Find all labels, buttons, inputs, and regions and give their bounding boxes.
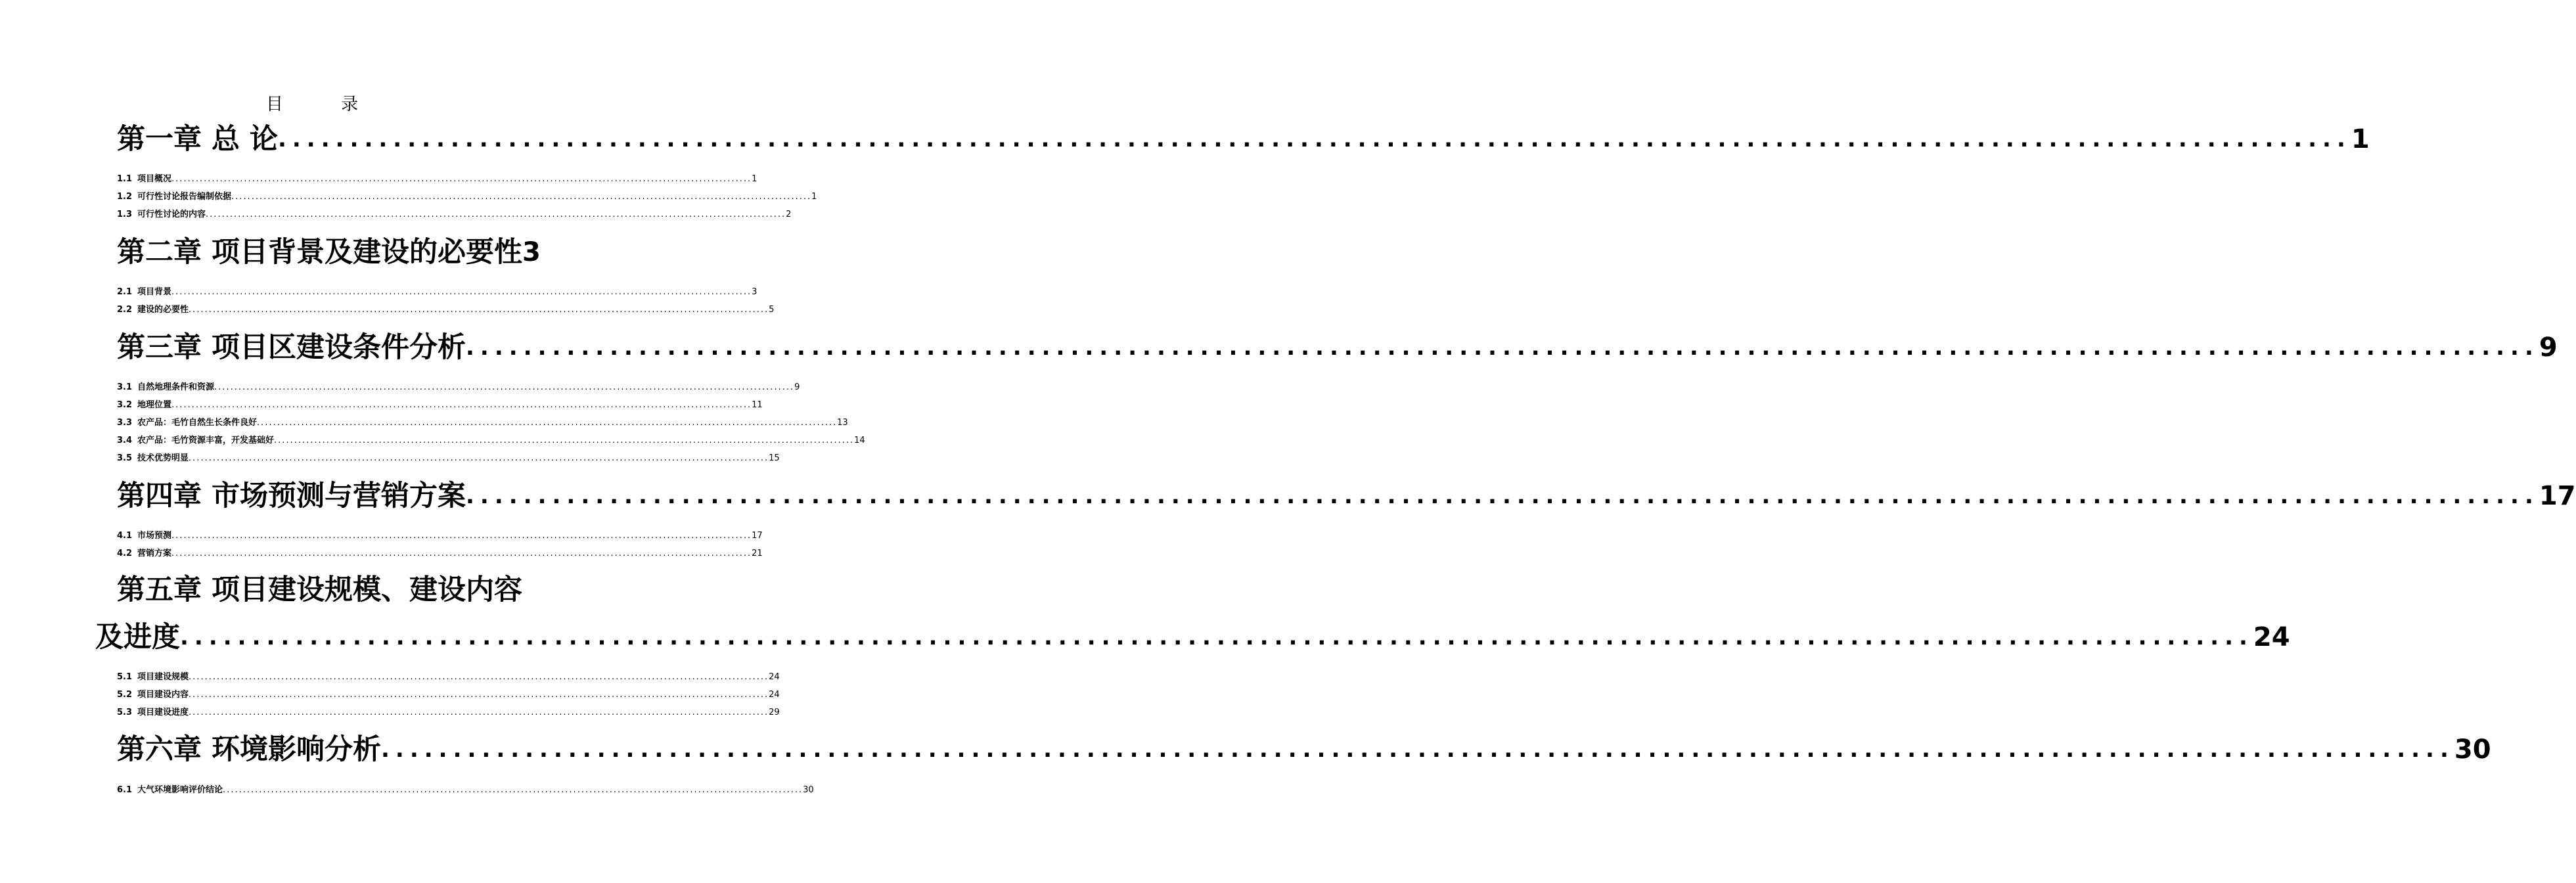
section-number: 5.3 [117, 708, 133, 717]
chapter-title: 第六章 环境影响分析 [117, 733, 381, 766]
chapter-title: 第二章 项目背景及建设的必要性 [117, 236, 522, 269]
dot-leader: ................................................................................................................................................ [465, 334, 2539, 361]
toc-section[interactable] [117, 208, 792, 221]
section-title: 技术优势明显 [137, 453, 189, 463]
toc-section[interactable] [117, 530, 763, 543]
toc-section[interactable] [117, 671, 780, 684]
dot-leader: ................................................................................................................................................ [189, 453, 769, 463]
section-number: 2.1 [117, 287, 133, 297]
section-page-number: 21 [752, 549, 763, 558]
section-title: 农产品：毛竹资源丰富，开发基础好 [137, 436, 275, 445]
dot-leader: ................................................................................................................................................ [180, 624, 2253, 650]
toc-section[interactable] [117, 417, 848, 430]
section-page-number: 1 [811, 192, 817, 202]
section-page-number: 24 [769, 672, 780, 682]
dot-leader: ................................................................................................................................................ [257, 418, 838, 428]
section-page-number: 17 [752, 531, 763, 541]
section-page-number: 2 [786, 210, 792, 219]
toc-section[interactable] [117, 784, 814, 797]
section-number: 4.1 [117, 531, 133, 541]
section-page-number: 3 [752, 287, 757, 297]
section-title: 市场预测 [137, 531, 172, 541]
chapter-page-number: 30 [2454, 735, 2491, 765]
dot-leader: ................................................................................................................................................ [189, 672, 769, 682]
toc-section[interactable] [117, 304, 775, 317]
section-title: 项目建设规模 [137, 672, 189, 682]
section-page-number: 1 [752, 174, 757, 184]
dot-leader: ................................................................................................................................................ [277, 126, 2351, 152]
dot-leader: ................................................................................................................................................ [231, 192, 812, 202]
toc-chapter[interactable] [117, 233, 541, 272]
toc-chapter[interactable] [117, 730, 2491, 769]
chapter-page-number: 24 [2253, 622, 2290, 652]
toc-section[interactable] [117, 434, 865, 447]
toc-section[interactable] [117, 689, 780, 702]
section-page-number: 13 [837, 418, 848, 428]
chapter-title: 第一章 总 论 [117, 123, 278, 156]
section-title: 自然地理条件和资源 [137, 382, 215, 392]
dot-leader: ................................................................................................................................................ [189, 708, 769, 717]
toc-chapter-title-line1[interactable]: 第五章 项目建设规模、建设内容 [117, 574, 522, 606]
toc-section[interactable] [117, 173, 757, 186]
section-number: 3.1 [117, 382, 133, 392]
dot-leader: ................................................................................................................................................ [223, 785, 803, 795]
section-number: 3.4 [117, 436, 133, 445]
dot-leader: ................................................................................................................................................ [171, 400, 752, 410]
dot-leader: ................................................................................................................................................ [189, 690, 769, 700]
section-number: 6.1 [117, 785, 133, 795]
section-number: 5.1 [117, 672, 133, 682]
toc-section[interactable] [117, 706, 780, 719]
section-number: 1.3 [117, 210, 133, 219]
dot-leader: ................................................................................................................................................ [274, 436, 855, 445]
dot-leader: ................................................................................................................................................ [171, 287, 752, 297]
section-number: 3.2 [117, 400, 133, 410]
section-page-number: 30 [803, 785, 814, 795]
chapter-title: 第三章 项目区建设条件分析 [117, 331, 466, 364]
dot-leader: ................................................................................................................................................ [214, 382, 795, 392]
dot-leader: ................................................................................................................................................ [171, 549, 752, 558]
toc-section[interactable] [117, 381, 800, 394]
dot-leader: ................................................................................................................................................ [171, 531, 752, 541]
section-number: 1.2 [117, 192, 133, 202]
section-page-number: 11 [752, 400, 763, 410]
chapter-page-number: 9 [2539, 332, 2558, 363]
section-title: 项目背景 [137, 287, 172, 297]
section-number: 2.2 [117, 305, 133, 315]
dot-leader: ................................................................................................................................................ [206, 210, 786, 219]
chapter-page-number: 3 [522, 237, 541, 267]
toc-section[interactable] [117, 452, 780, 465]
section-page-number: 24 [769, 690, 780, 700]
toc-chapter[interactable] [117, 328, 2558, 367]
dot-leader: ................................................................................................................................................ [380, 736, 2454, 763]
toc-section[interactable] [117, 286, 757, 299]
toc-chapter[interactable] [95, 618, 2290, 657]
page-title: 目 录 [265, 95, 385, 114]
section-title: 可行性讨论的内容 [137, 210, 206, 219]
chapter-title: 及进度 [95, 621, 180, 654]
chapter-page-number: 1 [2351, 124, 2370, 154]
section-title: 项目概况 [137, 174, 172, 184]
section-number: 1.1 [117, 174, 133, 184]
section-number: 3.3 [117, 418, 133, 428]
section-number: 4.2 [117, 549, 133, 558]
section-title: 营销方案 [137, 549, 172, 558]
section-page-number: 14 [854, 436, 865, 445]
dot-leader: ................................................................................................................................................ [189, 305, 769, 315]
toc-chapter[interactable] [117, 476, 2576, 516]
toc-section[interactable] [117, 399, 763, 412]
section-title: 项目建设进度 [137, 708, 189, 717]
section-title: 建设的必要性 [137, 305, 189, 315]
chapter-title: 第四章 市场预测与营销方案 [117, 480, 466, 512]
section-title: 地理位置 [137, 400, 172, 410]
toc-chapter[interactable] [117, 120, 2370, 159]
dot-leader: ................................................................................................................................................ [465, 483, 2539, 509]
section-page-number: 15 [769, 453, 780, 463]
section-page-number: 5 [769, 305, 775, 315]
section-page-number: 29 [769, 708, 780, 717]
section-number: 5.2 [117, 690, 133, 700]
section-title: 项目建设内容 [137, 690, 189, 700]
toc-section[interactable] [117, 191, 817, 204]
section-number: 3.5 [117, 453, 133, 463]
toc-section[interactable] [117, 547, 763, 560]
section-title: 农产品：毛竹自然生长条件良好 [137, 418, 258, 428]
chapter-page-number: 17 [2539, 481, 2576, 511]
section-page-number: 9 [794, 382, 800, 392]
section-title: 大气环境影响评价结论 [137, 785, 223, 795]
section-title: 可行性讨论报告编制依据 [137, 192, 232, 202]
dot-leader: ................................................................................................................................................ [171, 174, 752, 184]
